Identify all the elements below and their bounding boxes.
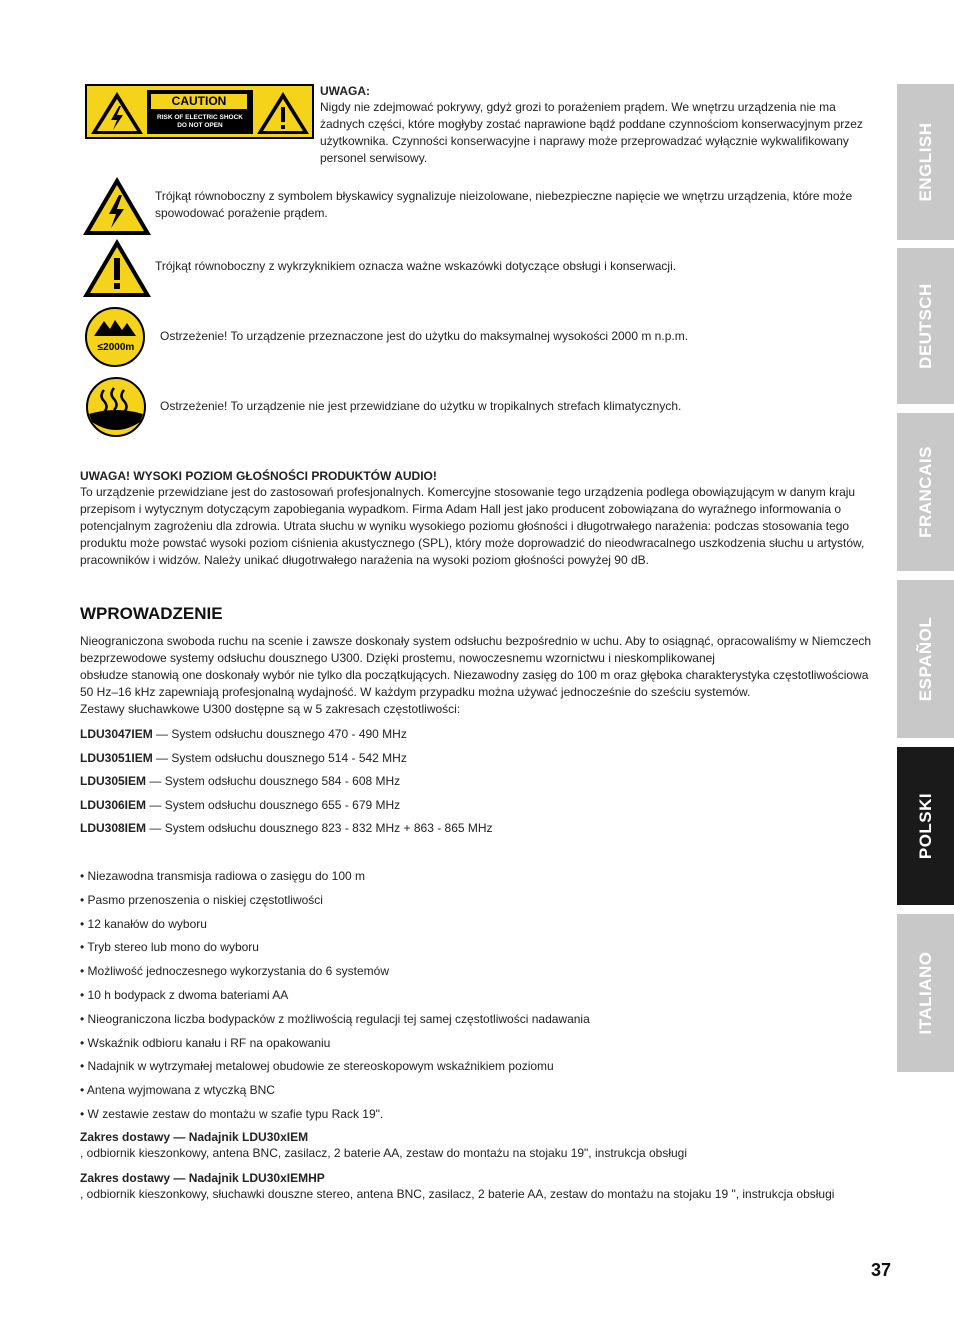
- caution-subtitle: [147, 114, 253, 130]
- tropical-climate-icon: [84, 376, 148, 438]
- list-item: • Pasmo przenoszenia o niskiej częstotliwości: [80, 892, 323, 907]
- caution-title: CAUTION: [151, 94, 247, 109]
- list-item: [80, 726, 493, 750]
- list-item: • 12 kanałów do wyboru: [80, 916, 207, 931]
- audio-warning-block: [80, 468, 870, 569]
- list-item: • Niezawodna transmisja radiowa o zasięgu do 100 m: [80, 869, 366, 883]
- tab-english[interactable]: [897, 84, 954, 240]
- model-code: LDU3047IEM: [80, 727, 153, 741]
- caution-text-panel: [147, 90, 253, 134]
- tab-label: FRANCAIS: [915, 446, 935, 538]
- list-item: • 10 h bodypack z dwoma bateriami AA: [80, 987, 289, 1002]
- warning-block: [320, 83, 865, 167]
- tab-label: DEUTSCH: [915, 283, 935, 369]
- tab-francais[interactable]: [897, 413, 954, 571]
- model-desc: — System odsłuchu dousznego 584 - 608 MHz: [146, 774, 401, 788]
- tab-italiano[interactable]: [897, 914, 954, 1072]
- lightning-warning-icon: [89, 90, 145, 136]
- delivery-heading: Zakres dostawy — Nadajnik LDU30xIEM: [80, 1130, 309, 1144]
- altitude-2000m-icon: [84, 306, 146, 368]
- intro-line: Zestawy słuchawkowe U300 dostępne są w 5 zakresach częstotliwości:: [80, 702, 461, 716]
- list-item: • Antena wyjmowana z wtyczką BNC: [80, 1083, 275, 1098]
- tab-deutsch[interactable]: [897, 248, 954, 404]
- model-desc: — System odsłuchu dousznego 823 - 832 MHz + 863 - 865 MHz: [146, 821, 493, 835]
- symbol-text-lightning: Trójkąt równoboczny z symbolem błyskawicy sygnalizuje nieizolowane, niebezpieczne napięcie we wnętrzu urządzenia, które może spowodować porażenie prądem.: [155, 189, 853, 220]
- delivery-block-1: [80, 1129, 880, 1162]
- exclamation-warning-icon: [255, 90, 311, 136]
- list-item: [80, 750, 493, 774]
- lightning-triangle-icon: [82, 176, 152, 236]
- model-desc: — System odsłuchu dousznego 514 - 542 MHz: [152, 750, 407, 765]
- list-item: • W zestawie zestaw do montażu w szafie typu Rack 19".: [80, 1106, 384, 1121]
- list-item: • Nieograniczona liczba bodypacków z możliwością regulacji tej samej częstotliwości nadawania: [80, 1011, 590, 1026]
- page-number: 37: [871, 1260, 892, 1280]
- symbol-text-tropical: Ostrzeżenie! To urządzenie nie jest przewidziane do użytku w tropikalnych strefach klimatycznych.: [160, 399, 682, 413]
- caution-label: [85, 84, 314, 139]
- delivery-heading: Zakres dostawy — Nadajnik LDU30xIEMHP: [80, 1171, 325, 1185]
- symbol-text-exclamation: Trójkąt równoboczny z wykrzyknikiem oznacza ważne wskazówki dotyczące obsługi i konserwacji.: [155, 259, 677, 273]
- model-code: LDU308IEM: [80, 821, 147, 835]
- intro-line: bezprzewodowe systemy odsłuchu dousznego U300. Dzięki prostemu, nowoczesnemu wzornictwu i nieskomplikowanej: [80, 651, 715, 665]
- tab-label: ESPAÑOL: [915, 616, 935, 702]
- tab-polski[interactable]: [897, 747, 954, 905]
- model-desc: — System odsłuchu dousznego 470 - 490 MHz: [152, 727, 407, 741]
- caution-subtitle-line1: RISK OF ELECTRIC SHOCK: [157, 114, 243, 121]
- model-code: LDU3051IEM: [80, 750, 153, 765]
- delivery-text: , odbiornik kieszonkowy, słuchawki douszne stereo, antena BNC, zasilacz, 2 baterie AA, zestaw do montażu na stojaku 19 ", instrukcja obsługi: [80, 1187, 835, 1201]
- symbol-text-altitude: Ostrzeżenie! To urządzenie przeznaczone jest do użytku do maksymalnej wysokości 2000 m n.p.m.: [160, 329, 689, 343]
- tab-label: POLSKI: [915, 792, 935, 860]
- delivery-block-2: [80, 1170, 880, 1203]
- model-code: LDU306IEM: [80, 797, 147, 812]
- model-list: [80, 726, 493, 844]
- intro-text: [80, 633, 880, 718]
- audio-warning-heading: UWAGA! WYSOKI POZIOM GŁOŚNOŚCI PRODUKTÓW AUDIO!: [80, 469, 437, 483]
- warning-text: Nigdy nie zdejmować pokrywy, gdyż grozi to porażeniem prądem. We wnętrzu urządzenia nie ma żadnych części, które mogłyby zostać naprawione bądź poddane czynnościom konserwacyjnym przez użytkownika. Czynności konserwacyjne i naprawy może przeprowadzać wyłącznie wykwalifikowany personel serwisowy.: [320, 100, 863, 165]
- tab-espanol[interactable]: [897, 580, 954, 738]
- altitude-icon-label: ≤2000m: [97, 342, 135, 353]
- list-item: [80, 797, 493, 821]
- warning-heading: UWAGA:: [320, 84, 370, 98]
- intro-line: 50 Hz–16 kHz zapewniają profesjonalną wydajność. W każdym przypadku można używać jednocześnie do sześciu systemów.: [80, 685, 751, 699]
- model-desc: — System odsłuchu dousznego 655 - 679 MHz: [146, 797, 401, 812]
- list-item: • Tryb stereo lub mono do wyboru: [80, 940, 259, 955]
- intro-line: Nieograniczona swoboda ruchu na scenie i zawsze doskonały system odsłuchu bezpośrednio w uchu. Aby to osiągnąć, opracowaliśmy w Niemczech: [80, 634, 872, 648]
- audio-warning-text: To urządzenie przewidziane jest do zastosowań profesjonalnych. Komercyjne stosowanie tego urządzenia podlega obowiązującym w danym kraju przepisom i wytycznym dotyczącym zapobiegania wypadkom. Firma Adam Hall jest jako producent zobowiązana do wyraźnego informowania o potencjalnym zagrożeniu dla zdrowia. Utrata słuchu w wyniku wysokiego poziomu głośności i długotrwałego narażenia: podczas stosowania tego produktu może powstać wysoki poziom ciśnienia akustycznego (SPL), który może doprowadzić do nieodwracalnego uszkodzenia słuchu u artystów, pracowników i widzów. Należy unikać długotrwałego narażenia na wysoki poziom głośności powyżej 90 dB.: [80, 485, 865, 567]
- caution-subtitle-line2: DO NOT OPEN: [177, 122, 223, 129]
- tab-label: ENGLISH: [915, 122, 935, 202]
- list-item: • Nadajnik w wytrzymałej metalowej obudowie ze stereoskopowym wskaźnikiem poziomu: [80, 1059, 554, 1074]
- intro-line: obsłudze stanowią one doskonały wybór nie tylko dla początkujących. Niezawodny zasięg do 100 m oraz głęboka charakterystyka częstotliwościowa: [80, 668, 869, 682]
- tab-label: ITALIANO: [915, 951, 935, 1035]
- feature-list: [80, 868, 590, 1130]
- model-code: LDU305IEM: [80, 774, 147, 788]
- list-item: • Możliwość jednoczesnego wykorzystania do 6 systemów: [80, 964, 389, 979]
- list-item: [80, 773, 493, 797]
- list-item: • Wskaźnik odbioru kanału i RF na opakowaniu: [80, 1035, 331, 1050]
- list-item: [80, 820, 493, 844]
- exclamation-triangle-icon: [82, 238, 152, 298]
- section-title: WPROWADZENIE: [80, 604, 223, 623]
- delivery-text: , odbiornik kieszonkowy, antena BNC, zasilacz, 2 baterie AA, zestaw do montażu na stojaku 19", instrukcja obsługi: [80, 1146, 688, 1160]
